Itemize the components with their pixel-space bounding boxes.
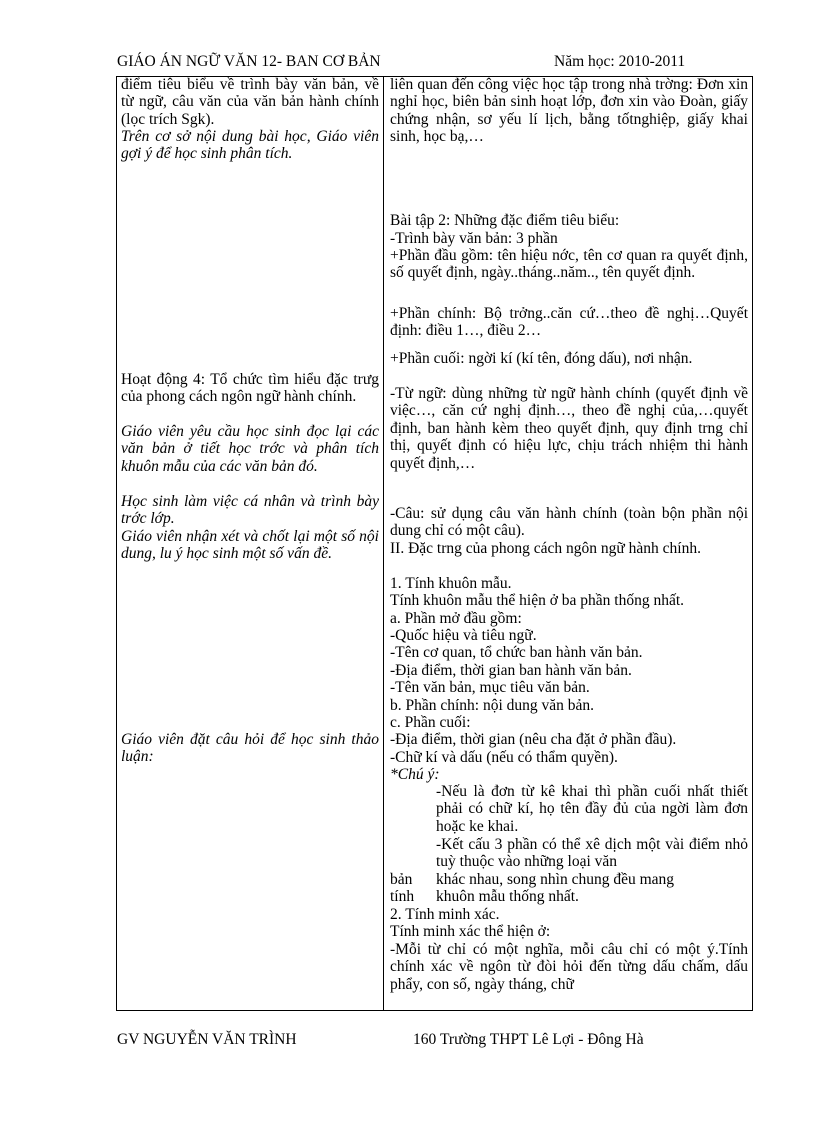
footer-school: Trường THPT Lê Lợi - Đông Hà <box>440 1031 644 1048</box>
right-paragraph: Tính minh xác thể hiện ở: <box>390 923 551 940</box>
right-column <box>390 77 748 1010</box>
page-number: 160 <box>413 1031 437 1048</box>
right-paragraph: -Tên cơ quan, tổ chức ban hành văn bản. <box>390 644 643 661</box>
left-paragraph: Giáo viên đặt câu hỏi để học sinh thảo luận: <box>121 731 379 766</box>
right-paragraph: liên quan đến công việc học tập trong nhà trờng: Đơn xin nghỉ học, biên bản sinh hoạt lớp, đơn xin vào Đoàn, giấy chứng nhận, sơ yếu lí lịch, bằng tốtnghiệp, giấy khai sinh, học bạ,… <box>390 77 748 146</box>
column-divider <box>383 77 384 1010</box>
left-paragraph: Trên cơ sở nội dung bài học, Giáo viên gợi ý để học sinh phân tích. <box>121 128 379 163</box>
right-paragraph: -Chữ kí và dấu (nếu có thẩm quyền). <box>390 749 618 766</box>
right-paragraph: -Quốc hiệu và tiêu ngữ. <box>390 627 537 644</box>
right-paragraph: -Từ ngữ: dùng những từ ngữ hành chính (quyết định về việc…, căn cứ nghị định…, theo đề nghị của,…quyết định, ban hành kèm theo quyết định, quy định trng chỉ thị, quyết định có hiệu lực, chịu trách nhiệm thi hành quyết định,… <box>390 385 748 472</box>
page-header <box>117 52 757 74</box>
left-paragraph: điểm tiêu biểu về trình bày văn bản, về từ ngữ, câu văn của văn bản hành chính (lọc trích Sgk). <box>121 77 379 128</box>
right-paragraph: -Mỗi từ chỉ có một nghĩa, mỗi câu chỉ có một ý.Tính chính xác về ngôn từ đòi hỏi đến từng dấu chấm, dấu phẩy, con số, ngày tháng, chữ <box>390 941 748 993</box>
right-paragraph: +Phần đầu gồm: tên hiệu nớc, tên cơ quan ra quyết định, số quyết định, ngày..tháng..năm.., tên quyết định. <box>390 247 748 282</box>
section-heading: 2. Tính minh xác. <box>390 906 500 923</box>
exercise-heading: Bài tập 2: Những đặc điểm tiêu biểu: <box>390 212 620 229</box>
note-heading: *Chú ý: <box>390 766 440 783</box>
left-paragraph: Học sinh làm việc cá nhân và trình bày trớc lớp. <box>121 493 379 528</box>
right-paragraph: c. Phần cuối: <box>390 714 471 731</box>
right-paragraph: -Tên văn bản, mục tiêu văn bản. <box>390 679 590 696</box>
note-paragraph: khuôn mẫu thống nhất. <box>436 888 579 905</box>
note-paragraph-side: tính <box>390 888 415 905</box>
left-paragraph: Giáo viên yêu cầu học sinh đọc lại các văn bản ở tiết học trớc và phân tích khuôn mẫu của các văn bản đó. <box>121 423 379 475</box>
right-paragraph: -Trình bày văn bản: 3 phần <box>390 230 558 247</box>
note-paragraph: -Nếu là đơn từ kê khai thì phần cuối nhất thiết phải có chữ kí, họ tên đầy đủ của ngời làm đơn hoặc ke khai. <box>436 783 748 835</box>
right-paragraph: a. Phần mở đầu gồm: <box>390 610 522 627</box>
right-paragraph: b. Phần chính: nội dung văn bản. <box>390 697 595 714</box>
right-paragraph: +Phần cuối: ngời kí (kí tên, đóng dấu), nơi nhận. <box>390 350 693 367</box>
note-paragraph: khác nhau, song nhìn chung đều mang <box>436 871 675 888</box>
lesson-table <box>116 76 753 1011</box>
left-paragraph: Giáo viên nhận xét và chốt lại một số nội dung, lu ý học sinh một số vấn đề. <box>121 528 379 563</box>
right-paragraph: -Địa điểm, thời gian (nêu cha đặt ở phần đầu). <box>390 731 677 748</box>
right-paragraph: Tính khuôn mẫu thể hiện ở ba phần thống nhất. <box>390 592 685 609</box>
page-footer <box>117 1030 757 1052</box>
right-paragraph: -Câu: sử dụng câu văn hành chính (toàn bộn phần nội dung chỉ có một câu). <box>390 505 748 540</box>
section-heading: II. Đặc trng của phong cách ngôn ngữ hành chính. <box>390 540 701 557</box>
activity-heading: Hoạt động 4: Tổ chức tìm hiểu đặc trưg của phong cách ngôn ngữ hành chính. <box>121 371 379 406</box>
footer-teacher: GV NGUYỄN VĂN TRÌNH <box>117 1031 297 1048</box>
note-paragraph: -Kết cấu 3 phần có thể xê dịch một vài điểm nhỏ tuỳ thuộc vào những loại văn <box>436 836 748 871</box>
note-paragraph-side: bản <box>390 871 413 888</box>
right-paragraph: +Phần chính: Bộ trởng..căn cứ…theo đề nghị…Quyết định: điều 1…, điều 2… <box>390 305 748 340</box>
right-paragraph: -Địa điểm, thời gian ban hành văn bản. <box>390 662 632 679</box>
header-title: GIÁO ÁN NGỮ VĂN 12- BAN CƠ BẢN <box>117 53 381 70</box>
left-column <box>121 77 379 1010</box>
right-paragraph: 1. Tính khuôn mẫu. <box>390 575 512 592</box>
header-school-year: Năm học: 2010-2011 <box>554 53 686 70</box>
